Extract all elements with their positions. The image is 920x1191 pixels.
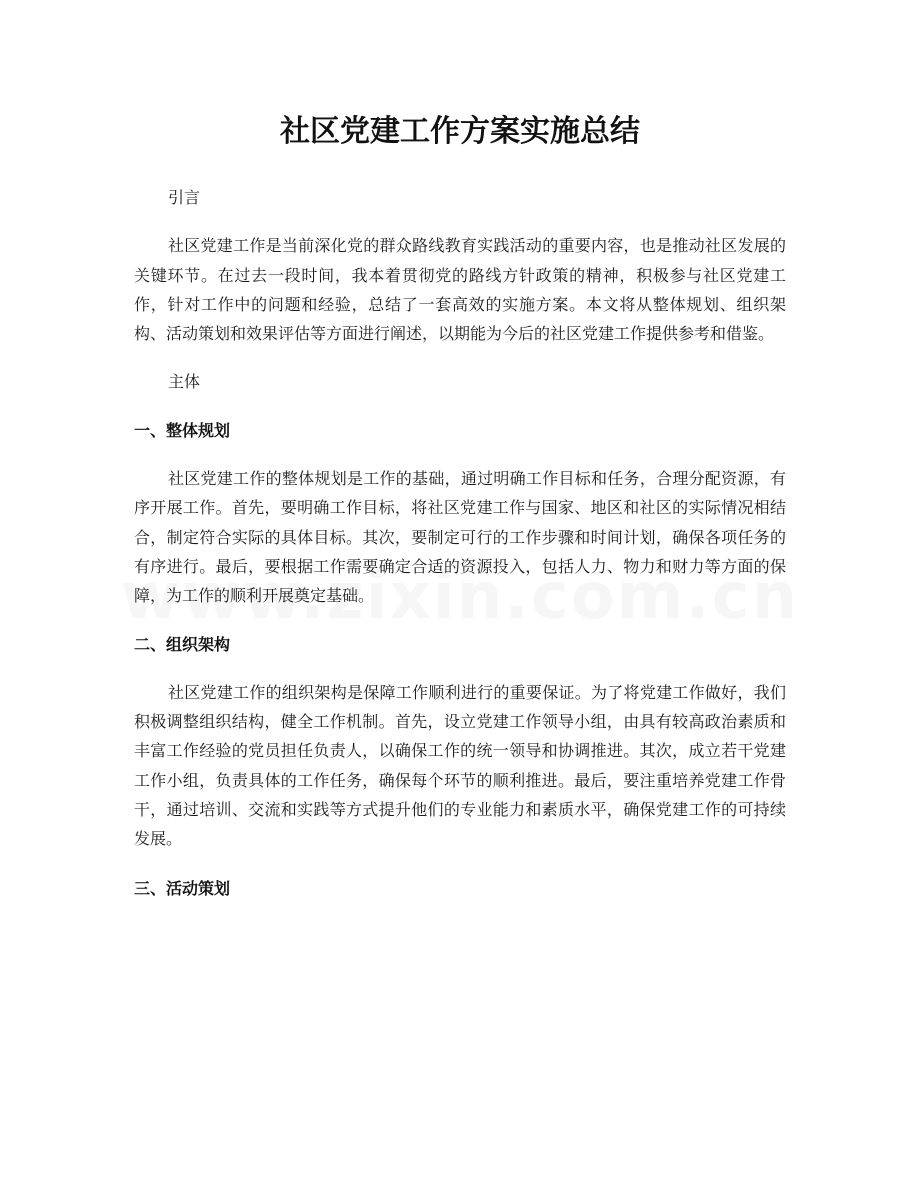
section-heading-activities: 三、活动策划 — [134, 878, 231, 898]
section-paragraph-organization: 社区党建工作的组织架构是保障工作顺利进行的重要保证。为了将党建工作做好，我们积极调整组织结构，健全工作机制。首先，设立党建工作领导小组，由具有较高政治素质和丰富工作经验的党员担任负责人，以确保工作的统一领导和协调推进。其次，成立若干党建工作小组，负责具体的工作任务，确保每个环节的顺利推进。最后，要注重培养党建工作骨干，通过培训、交流和实践等方式提升他们的专业能力和素质水平，确保党建工作的可持续发展。 — [134, 682, 786, 849]
body-label: 主体 — [168, 372, 201, 392]
document-body — [134, 183, 786, 903]
intro-paragraph: 社区党建工作是当前深化党的群众路线教育实践活动的重要内容，也是推动社区发展的关键环节。在过去一段时间，我本着贯彻党的路线方针政策的精神，积极参与社区党建工作，针对工作中的问题和经验，总结了一套高效的实施方案。本文将从整体规划、组织架构、活动策划和效果评估等方面进行阐述，以期能为今后的社区党建工作提供参考和借鉴。 — [134, 236, 786, 344]
document-title: 社区党建工作方案实施总结 — [280, 114, 640, 149]
intro-label: 引言 — [168, 188, 201, 207]
section-heading-organization: 二、组织架构 — [134, 634, 231, 654]
section-heading-planning: 一、整体规划 — [134, 420, 231, 440]
section-paragraph-planning: 社区党建工作的整体规划是工作的基础，通过明确工作目标和任务，合理分配资源，有序开展工作。首先，要明确工作目标，将社区党建工作与国家、地区和社区的实际情况相结合，制定符合实际的具体目标。其次，要制定可行的工作步骤和时间计划，确保各项任务的有序进行。最后，要根据工作需要确定合适的资源投入，包括人力、物力和财力等方面的保障，为工作的顺利开展奠定基础。 — [134, 469, 786, 606]
